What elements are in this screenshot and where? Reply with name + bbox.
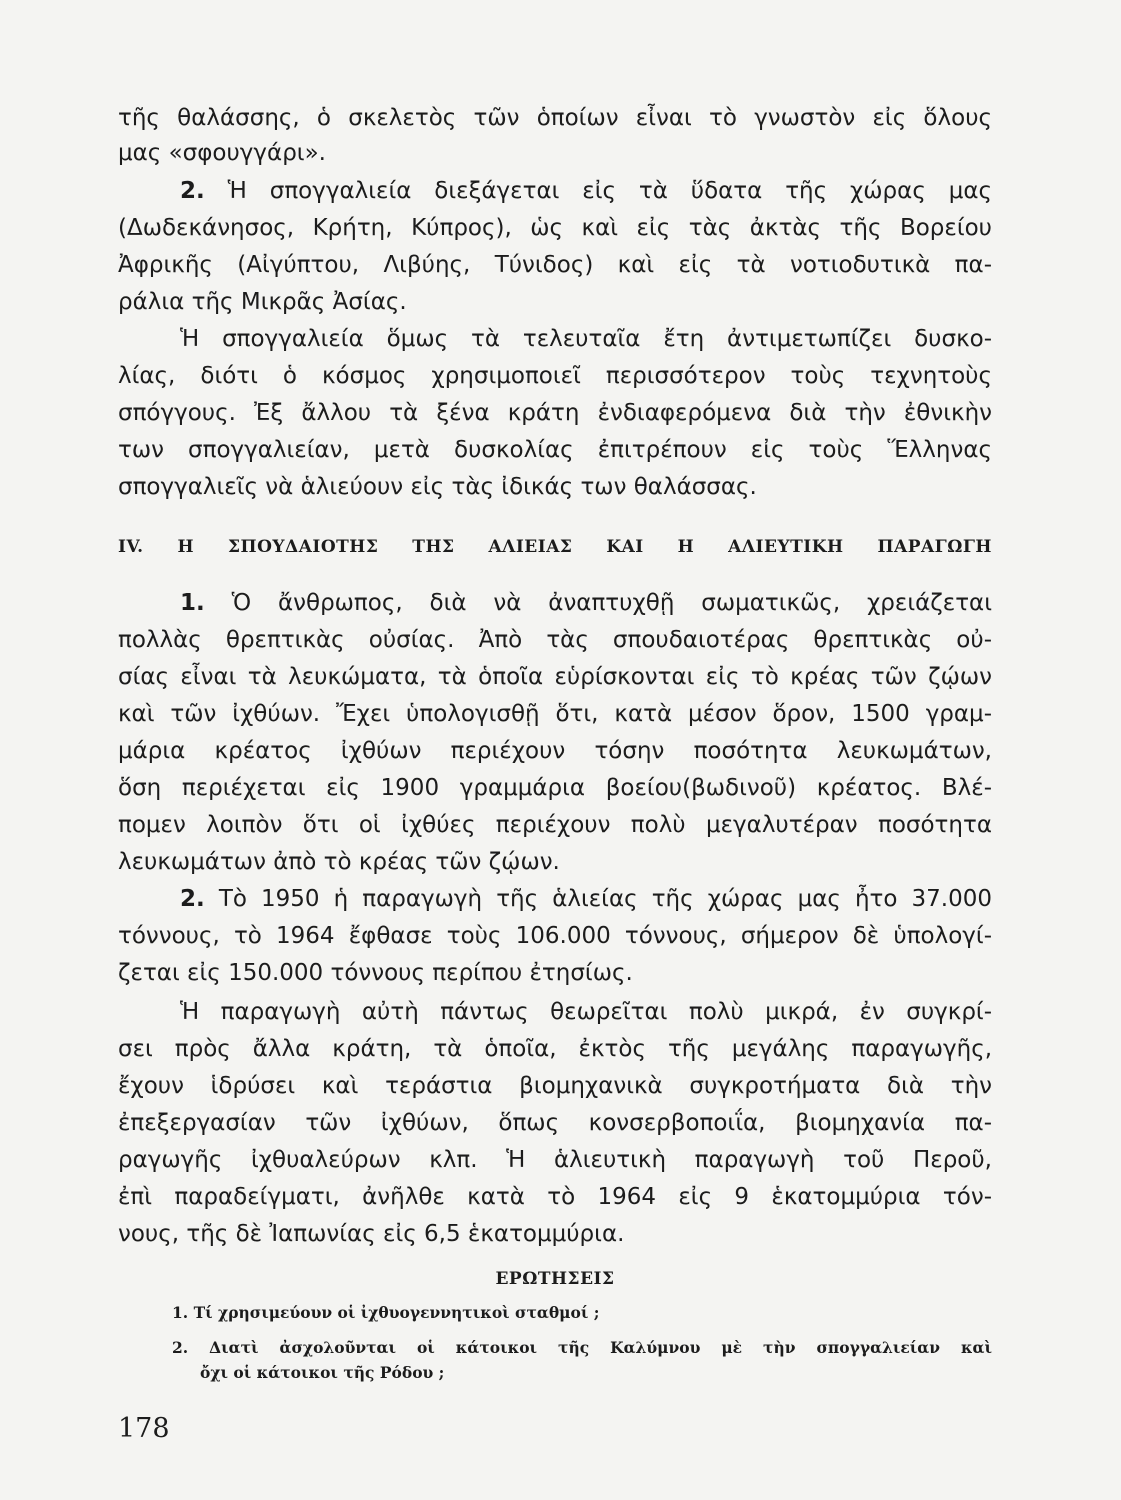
text-line: μάρια κρέατος ἰχθύων περιέχουν τόσην ποσότητα λευκωμάτων, bbox=[118, 738, 992, 764]
text-line: (Δωδεκάνησος, Κρήτη, Κύπρος), ὡς καὶ εἰς τὰς ἀκτὰς τῆς Βορείου bbox=[118, 215, 992, 241]
text-line: ζεται εἰς 150.000 τόννους περίπου ἐτησίως. bbox=[118, 960, 633, 986]
text-line: Ἡ παραγωγὴ αὐτὴ πάντως θεωρεῖται πολὺ μικρά, ἐν συγκρί- bbox=[180, 999, 992, 1025]
text-line: τόννους, τὸ 1964 ἔφθασε τοὺς 106.000 τόννους, σήμερον δὲ ὑπολογί- bbox=[118, 923, 992, 949]
text-line: νους, τῆς δὲ Ἰαπωνίας εἰς 6,5 ἑκατομμύρια. bbox=[118, 1221, 625, 1247]
text-line: πομεν λοιπὸν ὅτι οἱ ἰχθύες περιέχουν πολὺ μεγαλυτέραν ποσότητα bbox=[118, 812, 992, 838]
text-line: σπογγαλιεῖς νὰ ἁλιεύουν εἰς τὰς ἰδικάς των θαλάσσας. bbox=[118, 474, 757, 500]
text-line: σίας εἶναι τὰ λευκώματα, τὰ ὁποῖα εὑρίσκονται εἰς τὸ κρέας τῶν ζῴων bbox=[118, 664, 992, 690]
text-line: λευκωμάτων ἀπὸ τὸ κρέας τῶν ζῴων. bbox=[118, 849, 560, 875]
text-line bbox=[118, 176, 992, 208]
item-number: 2. bbox=[180, 886, 205, 912]
question-item-continuation: ὄχι οἱ κάτοικοι τῆς Ρόδου ; bbox=[200, 1363, 445, 1382]
text-line: ραγωγῆς ἰχθυαλεύρων κλπ. Ἡ ἁλιευτικὴ παραγωγὴ τοῦ Περοῦ, bbox=[118, 1147, 992, 1173]
text-line: πολλὰς θρεπτικὰς οὐσίας. Ἀπὸ τὰς σπουδαιοτέρας θρεπτικὰς οὐ- bbox=[118, 627, 992, 653]
text-line: μας «σφουγγάρι». bbox=[118, 140, 326, 166]
text-line: καὶ τῶν ἰχθύων. Ἔχει ὑπολογισθῇ ὅτι, κατὰ μέσον ὅρον, 1500 γραμ- bbox=[118, 701, 992, 727]
question-item: 1. Τί χρησιμεύουν οἱ ἰχθυογεννητικοὶ σταθμοί ; bbox=[172, 1303, 600, 1322]
text-line: λίας, διότι ὁ κόσμος χρησιμοποιεῖ περισσότερον τοὺς τεχνητοὺς bbox=[118, 363, 992, 389]
line-text: Ἡ σπογγαλιεία διεξάγεται εἰς τὰ ὕδατα τῆς χώρας μας bbox=[227, 178, 992, 204]
text-line: Ἀφρικῆς (Αἰγύπτου, Λιβύης, Τύνιδος) καὶ εἰς τὰ νοτιοδυτικὰ πα- bbox=[118, 252, 992, 278]
line-text: Τὸ 1950 ἡ παραγωγὴ τῆς ἁλιείας τῆς χώρας μας ἦτο 37.000 bbox=[218, 886, 992, 912]
text-line: Ἡ σπογγαλιεία ὅμως τὰ τελευταῖα ἔτη ἀντιμετωπίζει δυσκο- bbox=[180, 326, 992, 352]
text-line: των σπογγαλιείαν, μετὰ δυσκολίας ἐπιτρέπουν εἰς τοὺς Ἕλληνας bbox=[118, 437, 992, 463]
text-line: σει πρὸς ἄλλα κράτη, τὰ ὁποῖα, ἐκτὸς τῆς μεγάλης παραγωγῆς, bbox=[118, 1036, 992, 1062]
text-line: τῆς θαλάσσης, ὁ σκελετὸς τῶν ὁποίων εἶναι τὸ γνωστὸν εἰς ὅλους bbox=[118, 105, 992, 131]
text-line: σπόγγους. Ἐξ ἄλλου τὰ ξένα κράτη ἐνδιαφερόμενα διὰ τὴν ἐθνικὴν bbox=[118, 400, 992, 426]
text-line bbox=[118, 588, 992, 620]
line-text: Ὁ ἄνθρωπος, διὰ νὰ ἀναπτυχθῇ σωματικῶς, χρειάζεται bbox=[231, 590, 992, 616]
text-line: ἐπὶ παραδείγματι, ἀνῆλθε κατὰ τὸ 1964 εἰς 9 ἑκατομμύρια τόν- bbox=[118, 1184, 992, 1210]
text-line: ράλια τῆς Μικρᾶς Ἀσίας. bbox=[118, 289, 407, 315]
text-line: ὅση περιέχεται εἰς 1900 γραμμάρια βοείου(βωδινοῦ) κρέατος. Βλέ- bbox=[118, 775, 992, 801]
page-number: 178 bbox=[118, 1413, 170, 1444]
text-line: ἔχουν ἱδρύσει καὶ τεράστια βιομηχανικὰ συγκροτήματα διὰ τὴν bbox=[118, 1073, 992, 1099]
question-item: 2. Διατὶ ἀσχολοῦνται οἱ κάτοικοι τῆς Καλύμνου μὲ τὴν σπογγαλιείαν καὶ bbox=[172, 1338, 992, 1357]
questions-title: ΕΡΩΤΗΣΕΙΣ bbox=[495, 1269, 615, 1289]
section-heading: IV. Η ΣΠΟΥΔΑΙΟΤΗΣ ΤΗΣ ΑΛΙΕΙΑΣ ΚΑΙ Η ΑΛΙΕΥΤΙΚΗ ΠΑΡΑΓΩΓΗ bbox=[118, 537, 992, 557]
text-line bbox=[118, 884, 992, 916]
item-number: 2. bbox=[180, 178, 205, 204]
item-number: 1. bbox=[180, 590, 205, 616]
text-line: ἐπεξεργασίαν τῶν ἰχθύων, ὅπως κονσερβοποιΐα, βιομηχανία πα- bbox=[118, 1110, 992, 1136]
